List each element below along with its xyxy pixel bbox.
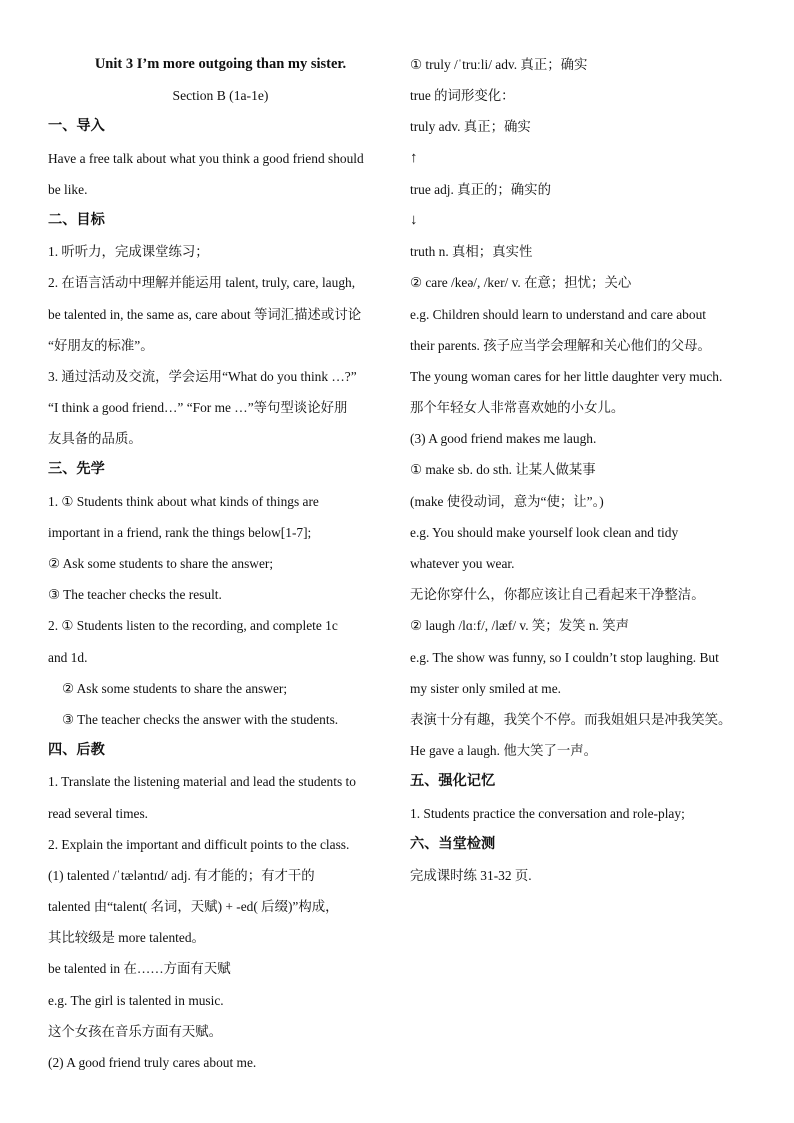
text-line: truth n. 真相；真实性 — [410, 244, 533, 260]
text-line: ③ The teacher checks the result. — [48, 587, 222, 603]
text-line: truly adv. 真正；确实 — [410, 119, 531, 135]
text-line: 这个女孩在音乐方面有天赋。 — [48, 1023, 223, 1039]
text-line: 其比较级是 more talented。 — [48, 930, 205, 946]
text-line: The young woman cares for her little daughter very much. — [410, 368, 723, 384]
text-line: true 的词形变化： — [410, 88, 515, 104]
text-line: e.g. Children should learn to understand and care about — [410, 306, 706, 322]
text-line: be talented in 在……方面有天赋 — [48, 961, 231, 977]
text-line: 表演十分有趣，我笑个不停。而我姐姐只是冲我笑笑。 — [410, 711, 732, 727]
text-line: 2. ① Students listen to the recording, and complete 1c — [48, 618, 338, 634]
text-line: 友具备的品质。 — [48, 431, 142, 447]
section-heading: 五、强化记忆 — [410, 773, 496, 790]
text-line: e.g. You should make yourself look clean and tidy — [410, 524, 679, 540]
section-heading: 四、后教 — [48, 742, 105, 759]
text-line: ② laugh /lɑːf/, /læf/ v. 笑；发笑 n. 笑声 — [410, 618, 629, 634]
text-line: 3. 通过活动及交流，学会运用“What do you think …?” — [48, 368, 357, 384]
text-line: e.g. The show was funny, so I couldn’t stop laughing. But — [410, 649, 719, 665]
document-title: Unit 3 I’m more outgoing than my sister. — [94, 56, 347, 72]
section-heading: 二、目标 — [48, 211, 105, 228]
text-line: ② Ask some students to share the answer; — [62, 680, 288, 696]
text-line: ② care /keə/, /ker/ v. 在意；担忧；关心 — [410, 275, 632, 291]
text-line: 1. 听听力，完成课堂练习； — [48, 244, 209, 260]
arrow-symbol: ↑ — [410, 149, 418, 166]
text-line: e.g. The girl is talented in music. — [48, 992, 224, 1008]
text-line: 无论你穿什么，你都应该让自己看起来干净整洁。 — [410, 587, 705, 603]
text-line: 2. 在语言活动中理解并能运用 talent, truly, care, laugh, — [48, 275, 356, 291]
text-line: and 1d. — [48, 649, 88, 665]
arrow-symbol: ↓ — [410, 211, 418, 228]
text-line: 2. Explain the important and difficult points to the class. — [48, 836, 350, 852]
text-line: be like. — [48, 181, 88, 197]
text-line: their parents. 孩子应当学会理解和关心他们的父母。 — [410, 337, 711, 353]
section-heading: 三、先学 — [48, 461, 105, 478]
text-line: (3) A good friend makes me laugh. — [410, 431, 597, 447]
text-line: my sister only smiled at me. — [410, 680, 561, 696]
text-line: 1. ① Students think about what kinds of things are — [48, 493, 319, 509]
section-subtitle: Section B (1a-1e) — [172, 88, 269, 104]
text-line: ① make sb. do sth. 让某人做某事 — [410, 462, 596, 478]
text-line: read several times. — [48, 805, 149, 821]
text-line: 完成课时练 31-32 页. — [410, 867, 532, 883]
text-line: “I think a good friend…” “For me …”等句型谈论好朋 — [48, 400, 348, 416]
text-line: 1. Translate the listening material and lead the students to — [48, 774, 356, 790]
text-line: 那个年轻女人非常喜欢她的小女儿。 — [410, 400, 625, 416]
text-line: Have a free talk about what you think a good friend should — [48, 150, 364, 166]
right-column — [410, 49, 755, 891]
text-line: be talented in, the same as, care about 等词汇描述或讨论 — [48, 306, 362, 322]
text-line: (2) A good friend truly cares about me. — [48, 1055, 257, 1070]
text-line: 1. Students practice the conversation and role-play; — [410, 805, 685, 821]
text-line: (1) talented /ˈtæləntɪd/ adj. 有才能的；有才干的 — [48, 867, 315, 883]
text-line: ① truly /ˈtruːli/ adv. 真正；确实 — [410, 57, 588, 72]
text-line: ② Ask some students to share the answer; — [48, 556, 274, 571]
text-line: true adj. 真正的；确实的 — [410, 181, 551, 197]
section-heading: 一、导入 — [48, 118, 105, 135]
text-line: “好朋友的标准”。 — [48, 337, 154, 353]
left-column — [48, 49, 393, 1078]
text-line: talented 由“talent( 名词，天赋) + -ed( 后缀)”构成， — [48, 899, 339, 915]
section-heading: 六、当堂检测 — [410, 835, 496, 852]
text-line: (make 使役动词，意为“使；让”。) — [410, 493, 604, 509]
text-line: ③ The teacher checks the answer with the students. — [62, 711, 339, 727]
text-line: important in a friend, rank the things below[1-7]; — [48, 524, 312, 540]
text-line: He gave a laugh. 他大笑了一声。 — [410, 743, 598, 759]
text-line: whatever you wear. — [410, 556, 515, 571]
